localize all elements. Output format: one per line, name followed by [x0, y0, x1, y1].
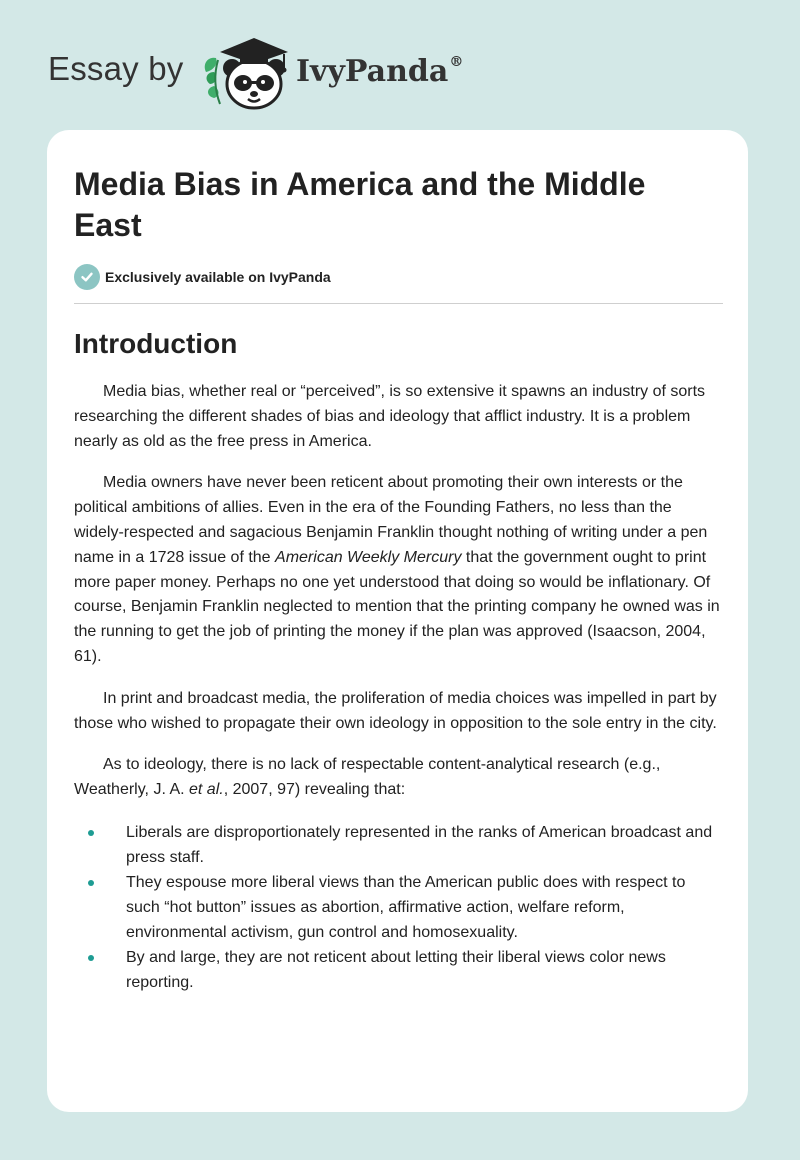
list-item: They espouse more liberal views than the American public does with respect to such “hot button” issues as abortion, affirmative action, welfare reform, environmental activism, gun control and homosexuality. — [74, 870, 723, 945]
bullet-dot-icon — [88, 830, 94, 836]
registered-mark: ® — [449, 54, 464, 70]
italic-title: American Weekly Mercury — [275, 548, 462, 566]
page-title: Media Bias in America and the Middle East — [74, 166, 646, 243]
essay-by-label: Essay by — [48, 50, 184, 87]
paragraph: As to ideology, there is no lack of respectable content-analytical research (e.g., Weatherly, J. A. et al., 2007, 97) revealing that: — [74, 756, 661, 799]
essay-card — [47, 130, 748, 1112]
section-heading: Introduction — [74, 328, 238, 359]
ivy-leaf-icon — [205, 58, 220, 104]
list-item: By and large, they are not reticent about letting their liberal views color news reporting. — [74, 945, 723, 995]
site-header — [48, 34, 568, 114]
italic-citation: et al. — [189, 781, 224, 799]
paragraph: In print and broadcast media, the proliferation of media choices was impelled in part by those who wished to propagate their own ideology in opposition to the sole entry in the city. — [74, 689, 717, 732]
check-icon — [74, 264, 100, 290]
divider — [74, 303, 723, 304]
panda-graduate-icon[interactable] — [200, 34, 296, 112]
exclusive-badge — [74, 264, 331, 290]
bullet-dot-icon — [88, 955, 94, 961]
exclusive-label: Exclusively available on IvyPanda — [105, 269, 331, 285]
brand-name[interactable]: IvyPanda® — [296, 54, 464, 89]
paragraph: Media bias, whether real or “perceived”, is so extensive it spawns an industry of sorts researching the different shades of bias and ideology that afflict industry. It is a problem nearly as old as the free press in America. — [74, 383, 706, 450]
bullet-list — [74, 820, 723, 995]
bullet-dot-icon — [88, 880, 94, 886]
paragraph: Media owners have never been reticent about promoting their own interests or the political ambitions of allies. Even in the era of the Founding Fathers, no less than the widely-respected and sagacious Benjamin Franklin thought nothing of writing under a pen name in a 1728 issue of the American Weekly Mercury that the government ought to print more paper money. Perhaps no one yet understood that doing so would be inflationary. Of course, Benjamin Franklin neglected to mention that the printing company he owned was in the running to get the job of printing the money if the plan was approved (Isaacson, 2004, 61). — [74, 474, 720, 665]
essay-body — [74, 324, 723, 995]
list-item: Liberals are disproportionately represented in the ranks of American broadcast and press staff. — [74, 820, 723, 870]
